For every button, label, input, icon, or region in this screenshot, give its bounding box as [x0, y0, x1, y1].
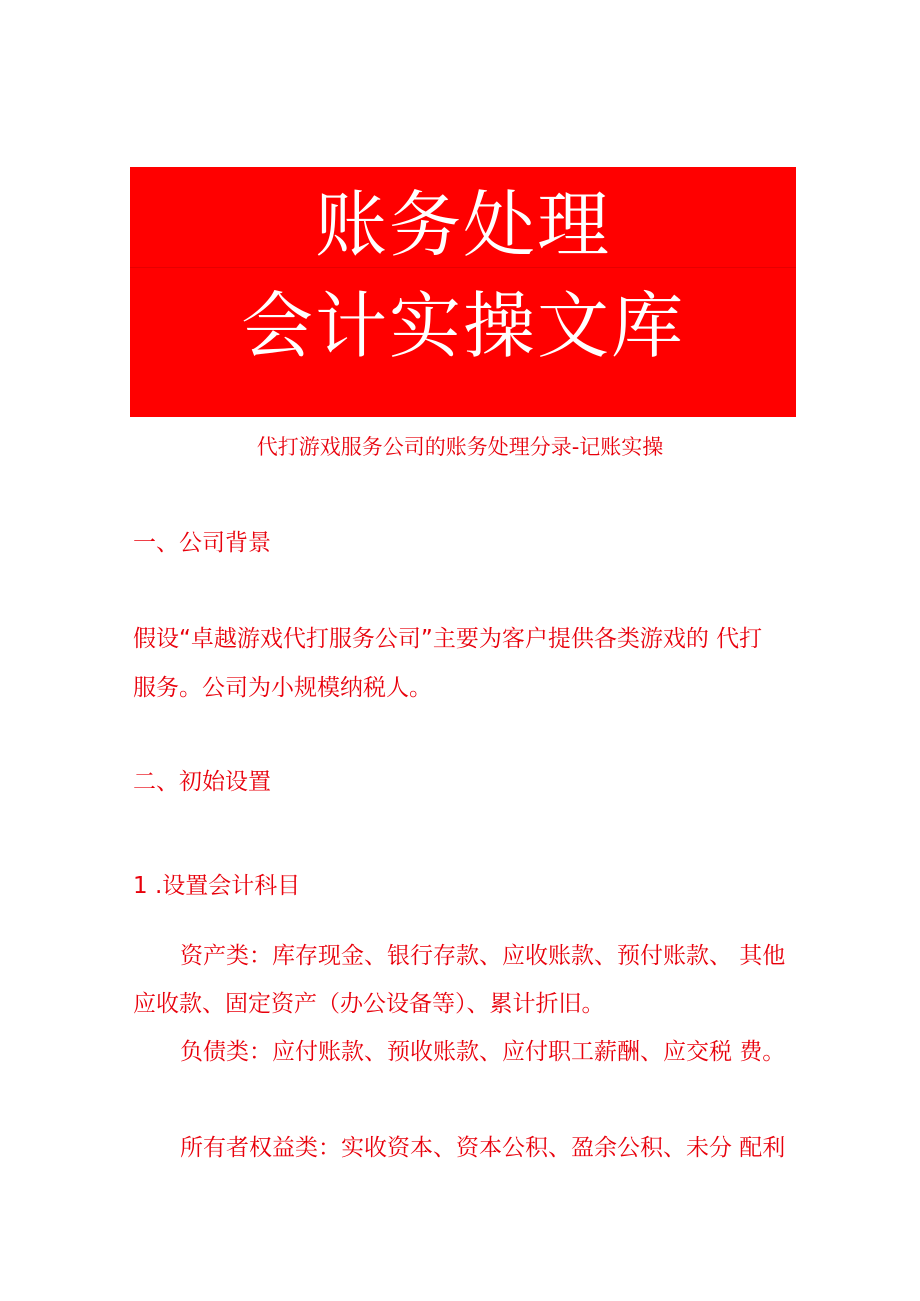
subheading-accounts: 1 .设置会计科目: [133, 873, 301, 899]
liabilities-line: 负债类：应付账款、预收账款、应付职工薪酬、应交税 费。: [180, 1039, 786, 1065]
equity-line: 所有者权益类：实收资本、资本公积、盈余公积、未分 配利: [180, 1135, 786, 1161]
banner-divider: [130, 267, 796, 268]
background-paragraph-line2: 服务。公司为小规模纳税人。: [133, 675, 432, 701]
background-paragraph-line1: 假设“卓越游戏代打服务公司”主要为客户提供各类游戏的 代打: [133, 626, 763, 652]
banner-title-line2: 会计实操文库: [240, 284, 685, 368]
banner-title-line1: 账务处理: [314, 183, 611, 267]
assets-line1: 资产类：库存现金、银行存款、应收账款、预付账款、 其他: [180, 943, 786, 969]
section-heading-initial-setup: 二、初始设置: [133, 769, 271, 795]
assets-line2: 应收款、固定资产（办公设备等）、累计折旧。: [133, 991, 605, 1017]
section-heading-background: 一、公司背景: [133, 530, 271, 556]
document-subtitle: 代打游戏服务公司的账务处理分录-记账实操: [256, 435, 664, 459]
